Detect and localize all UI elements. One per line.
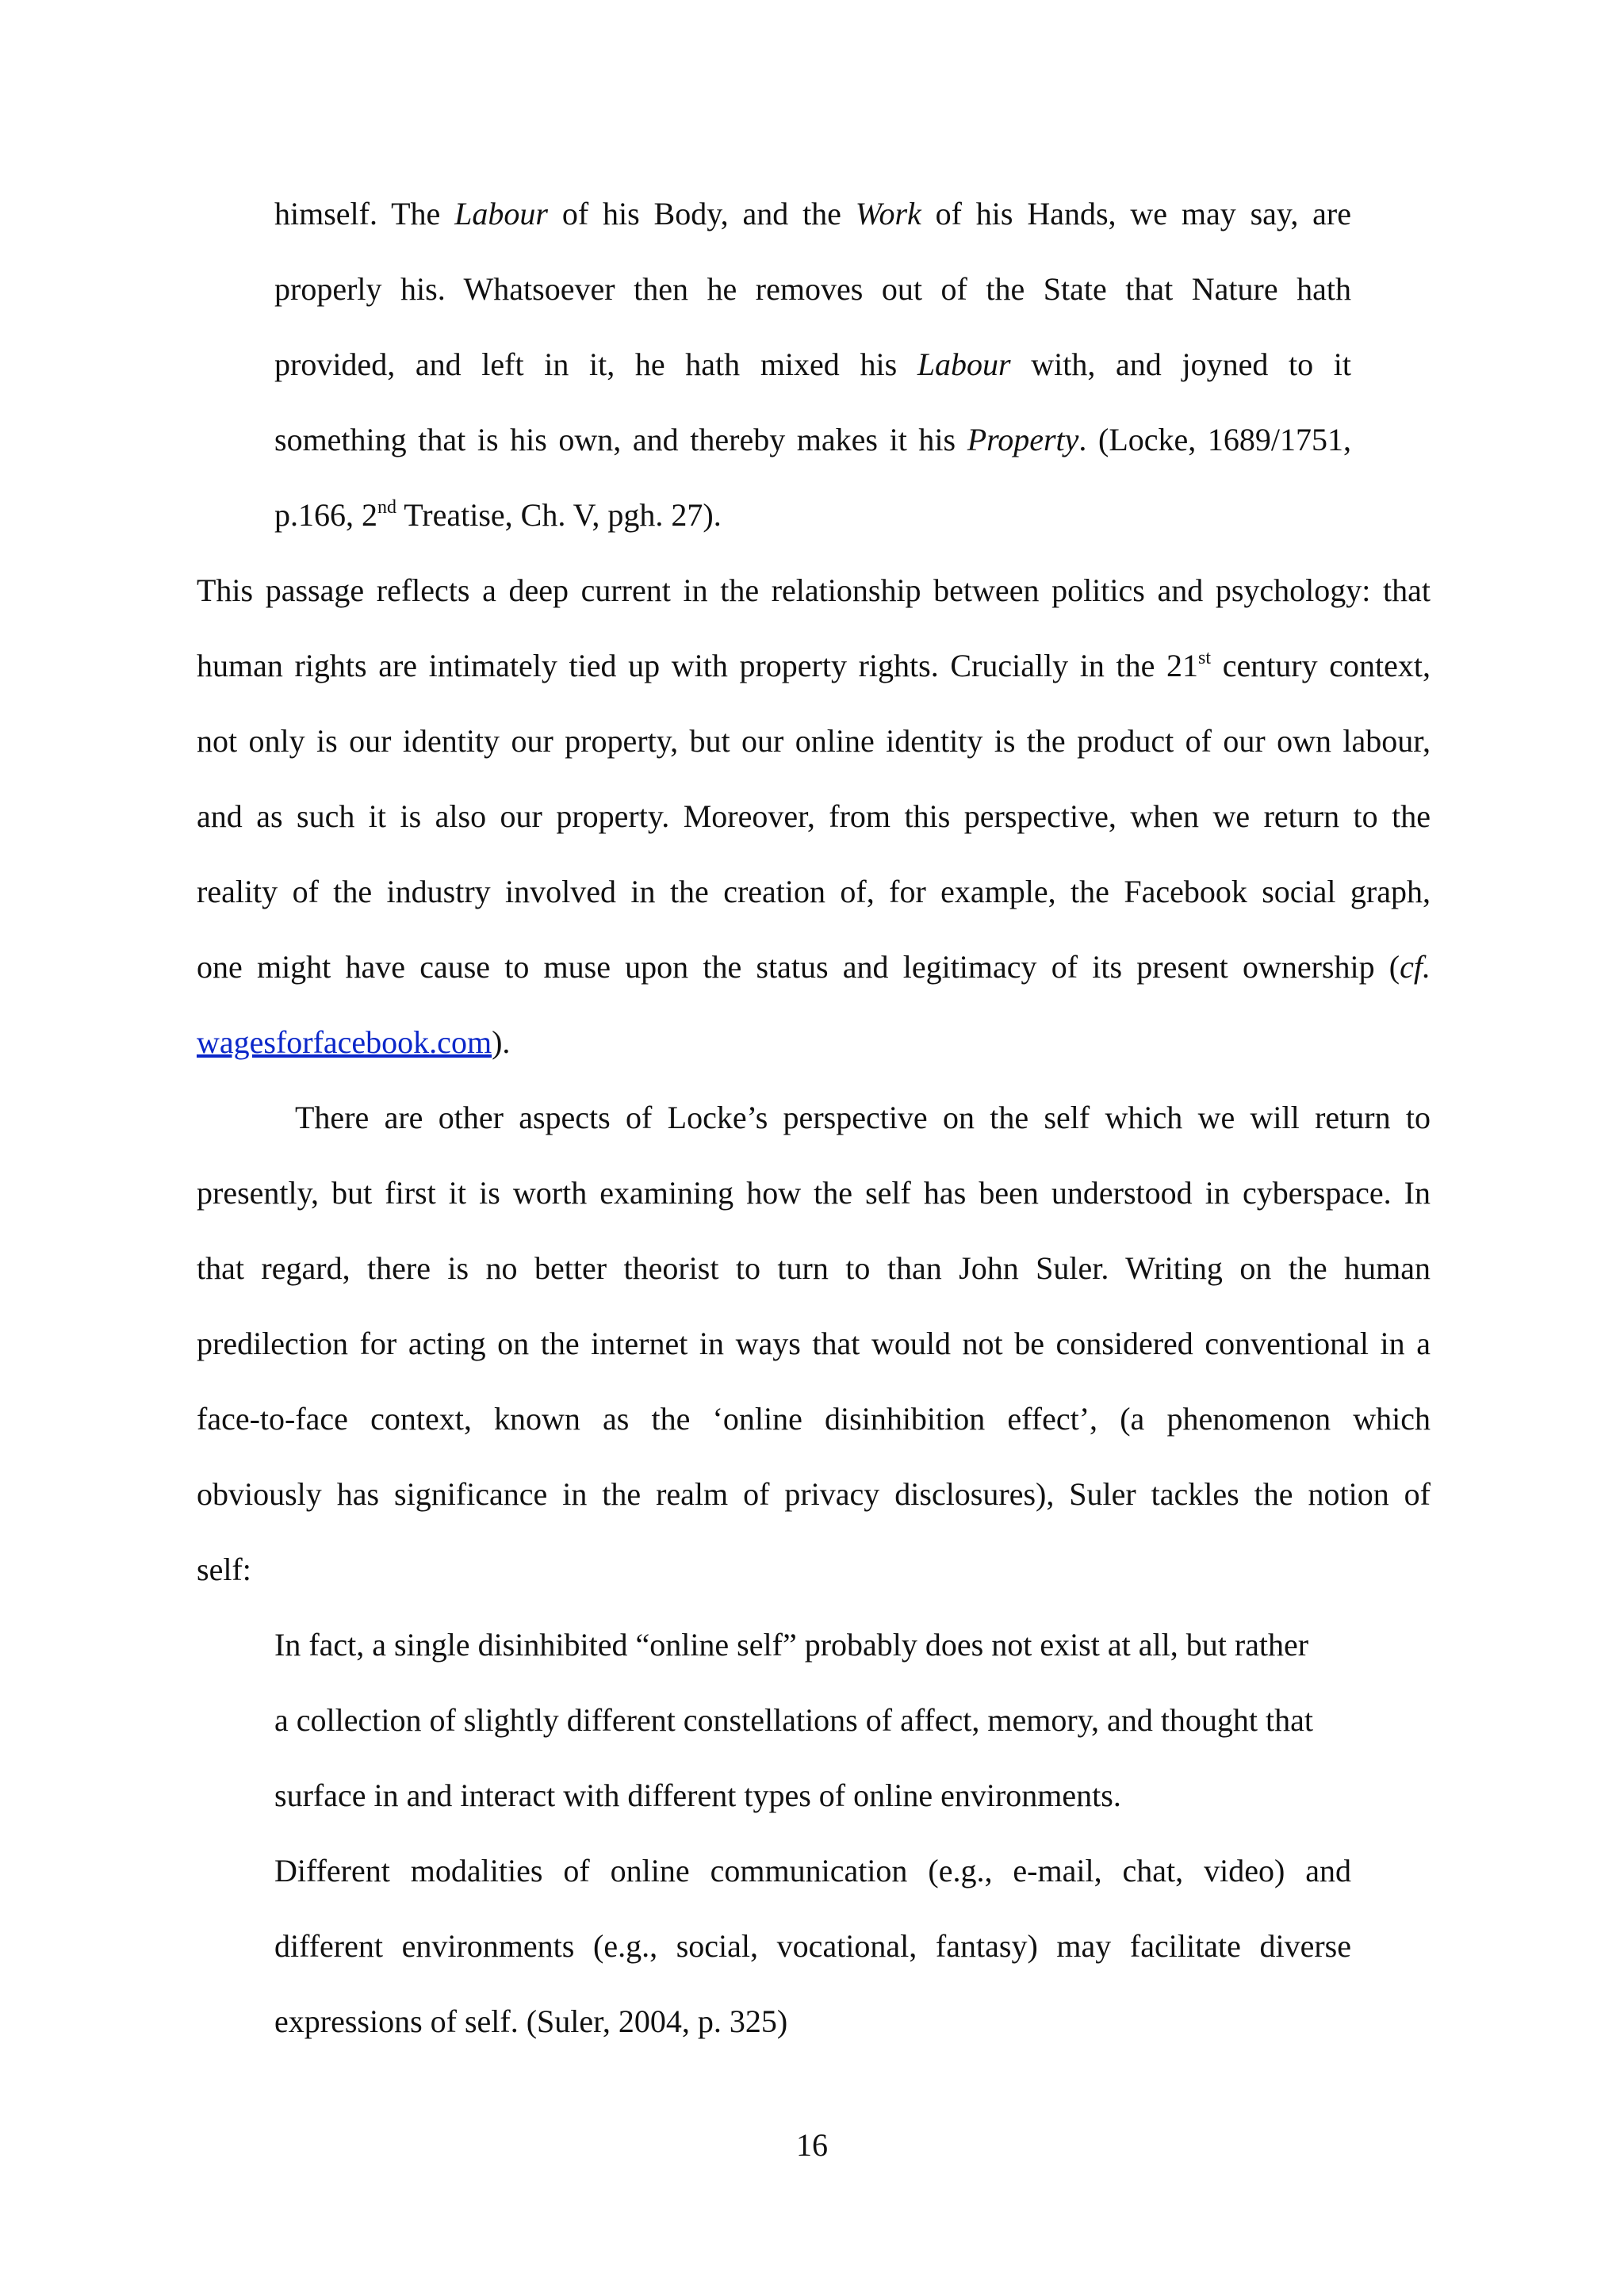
quote1-line-2: properly his. Whatsoever then he removes out of the State that Nature hath <box>274 271 1351 307</box>
wagesforfacebook-link[interactable]: wagesforfacebook.com <box>197 1024 492 1060</box>
quote2-line-3: surface in and interact with different types of online environments. <box>274 1777 1121 1813</box>
quote1-line-3: provided, and left in it, he hath mixed his Labour with, and joyned to it <box>274 346 1351 382</box>
para1-line-7: wagesforfacebook.com). <box>197 1024 511 1060</box>
para2-line-7: self: <box>197 1552 251 1587</box>
quote2-line-6: expressions of self. (Suler, 2004, p. 325) <box>274 2003 788 2039</box>
quote1-line-4: something that is his own, and thereby makes it his Property. (Locke, 1689/1751, <box>274 422 1352 457</box>
para1-line-1: This passage reflects a deep current in the relationship between politics and psychology: that <box>197 572 1431 608</box>
quote2-line-4: Different modalities of online communication (e.g., e-mail, chat, video) and <box>274 1853 1351 1888</box>
para2-line-6: obviously has significance in the realm of privacy disclosures), Suler tackles the notion of <box>197 1476 1431 1512</box>
para2-line-2: presently, but first it is worth examining how the self has been understood in cyberspace. In <box>197 1175 1431 1211</box>
page-number: 16 <box>796 2127 828 2163</box>
para1-line-3: not only is our identity our property, but our online identity is the product of our own labour, <box>197 723 1431 759</box>
para1-line-6: one might have cause to muse upon the status and legitimacy of its present ownership (cf. <box>197 949 1431 985</box>
para1-line-4: and as such it is also our property. Moreover, from this perspective, when we return to the <box>197 798 1431 834</box>
para2-line-4: predilection for acting on the internet in ways that would not be considered conventional in a <box>197 1326 1431 1361</box>
quote2-line-5: different environments (e.g., social, vocational, fantasy) may facilitate diverse <box>274 1928 1351 1964</box>
quote2-line-2: a collection of slightly different constellations of affect, memory, and thought that <box>274 1702 1314 1738</box>
para2-line-3: that regard, there is no better theorist to turn to than John Suler. Writing on the human <box>197 1250 1431 1286</box>
quote1-line-1: himself. The Labour of his Body, and the Work of his Hands, we may say, are <box>274 196 1352 232</box>
para2-line-5: face-to-face context, known as the ‘online disinhibition effect’, (a phenomenon which <box>197 1401 1431 1437</box>
para2-line-1: There are other aspects of Locke’s perspective on the self which we will return to <box>295 1100 1431 1135</box>
para1-line-2: human rights are intimately tied up with property rights. Crucially in the 21st century context, <box>197 647 1431 683</box>
para1-line-5: reality of the industry involved in the creation of, for example, the Facebook social graph, <box>197 874 1431 909</box>
quote1-line-5: p.166, 2nd Treatise, Ch. V, pgh. 27). <box>274 496 722 533</box>
quote2-line-1: In fact, a single disinhibited “online self” probably does not exist at all, but rather <box>274 1627 1309 1663</box>
